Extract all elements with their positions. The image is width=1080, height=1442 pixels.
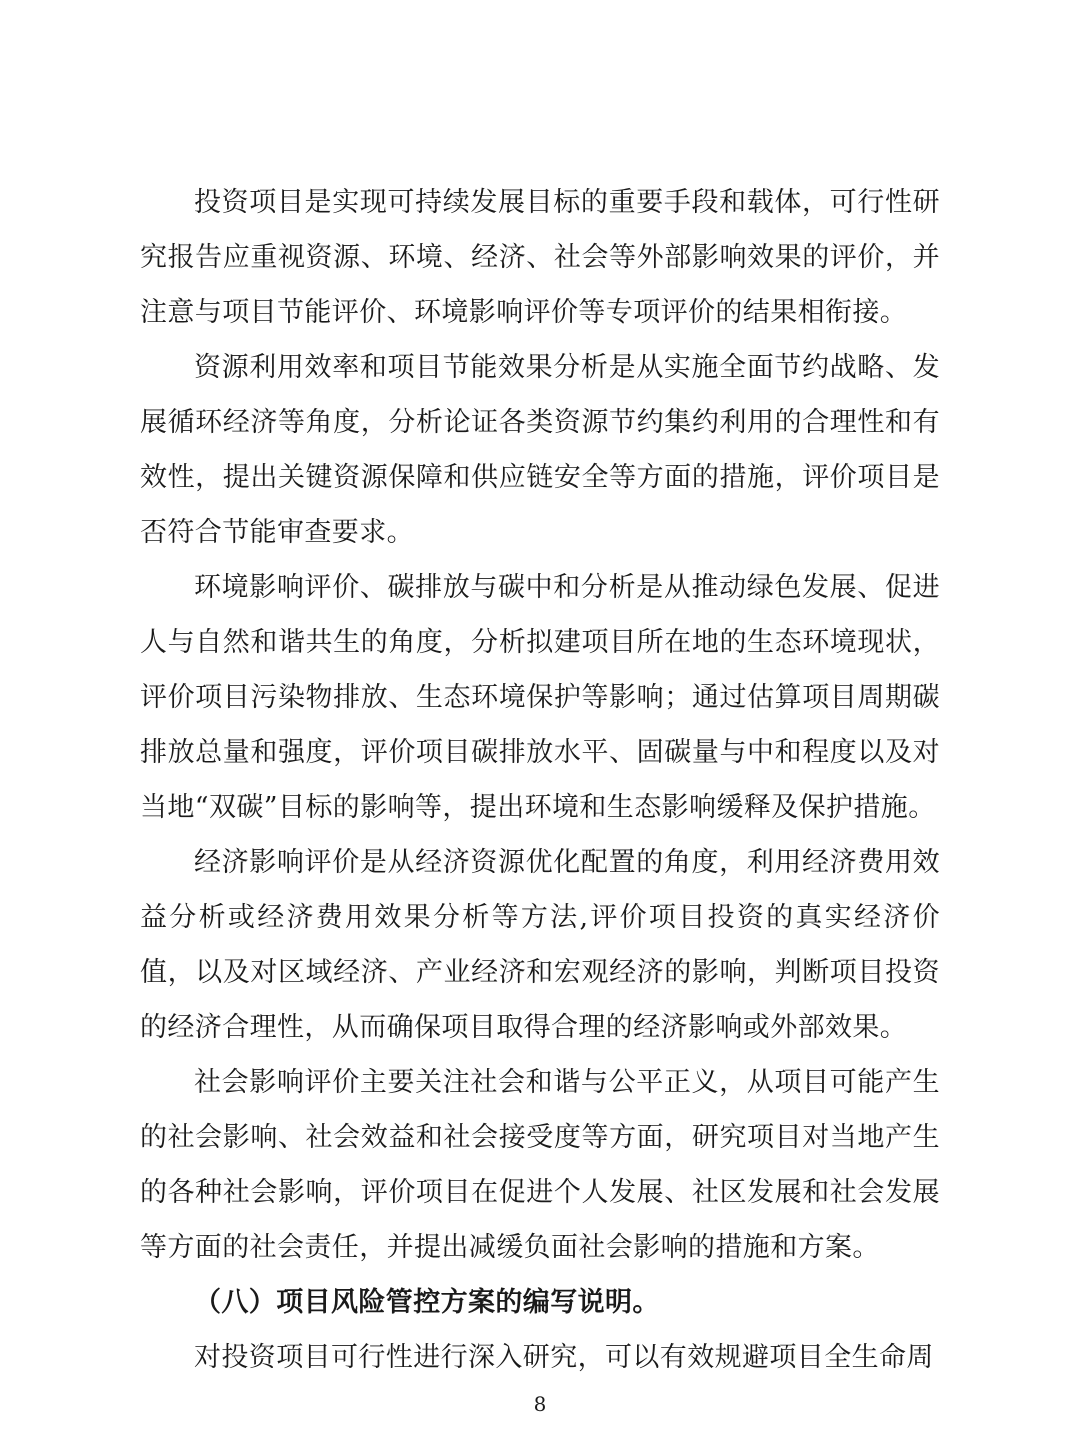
paragraph: 资源利用效率和项目节能效果分析是从实施全面节约战略、发展循环经济等角度，分析论证各类资源节约集约利用的合理性和有效性，提出关键资源保障和供应链安全等方面的措施，评价项目是否符合节能审查要求。 — [140, 352, 940, 548]
paragraph: 经济影响评价是从经济资源优化配置的角度，利用经济费用效益分析或经济费用效果分析等方法,评价项目投资的真实经济价值，以及对区域经济、产业经济和宏观经济的影响，判断项目投资的经济合理性，从而确保项目取得合理的经济影响或外部效果。 — [140, 847, 940, 1043]
paragraph: 对投资项目可行性进行深入研究，可以有效规避项目全生命周 — [194, 1342, 934, 1373]
paragraph: 社会影响评价主要关注社会和谐与公平正义，从项目可能产生的社会影响、社会效益和社会接受度等方面，研究项目对当地产生的各种社会影响，评价项目在促进个人发展、社区发展和社会发展等方面的社会责任，并提出减缓负面社会影响的措施和方案。 — [140, 1067, 940, 1263]
paragraph: 投资项目是实现可持续发展目标的重要手段和载体，可行性研究报告应重视资源、环境、经济、社会等外部影响效果的评价，并注意与项目节能评价、环境影响评价等专项评价的结果相衔接。 — [140, 187, 940, 328]
page-number: 8 — [533, 1392, 547, 1416]
section-heading: （八）项目风险管控方案的编写说明。 — [194, 1287, 660, 1318]
paragraph: 环境影响评价、碳排放与碳中和分析是从推动绿色发展、促进人与自然和谐共生的角度，分析拟建项目所在地的生态环境现状，评价项目污染物排放、生态环境保护等影响；通过估算项目周期碳排放总量和强度，评价项目碳排放水平、固碳量与中和程度以及对当地“双碳”目标的影响等，提出环境和生态影响缓释及保护措施。 — [140, 572, 940, 823]
page-body — [140, 175, 940, 1385]
